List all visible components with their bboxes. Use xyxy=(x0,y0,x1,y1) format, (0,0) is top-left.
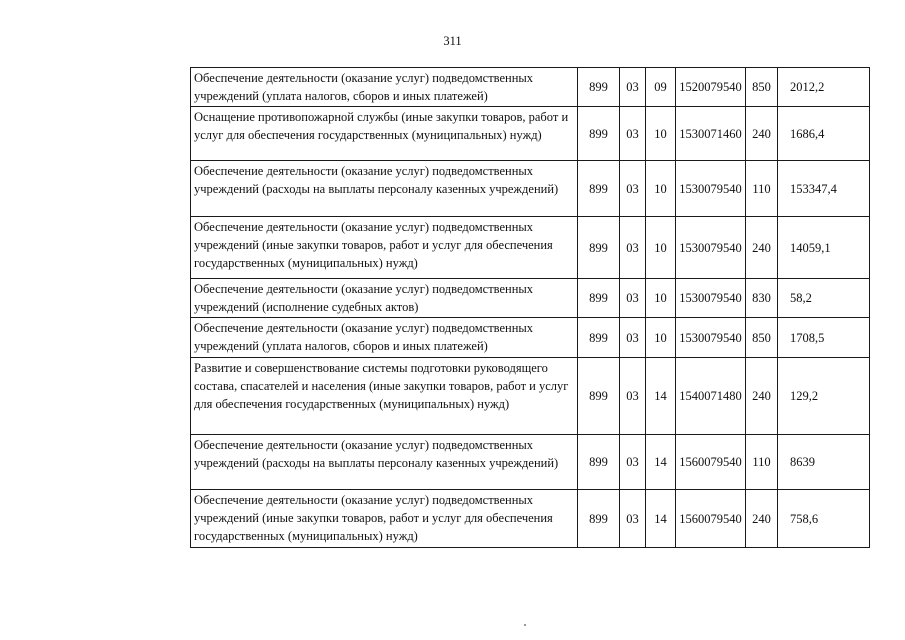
expense-name-cell: Оснащение противопожарной службы (иные закупки товаров, работ и услуг для обеспечения государственных (муниципальных) нужд) xyxy=(191,107,578,161)
table-row xyxy=(191,358,870,435)
target-article-cell: 1530079540 xyxy=(676,318,746,358)
amount-cell: 758,6 xyxy=(778,490,870,548)
amount-cell: 58,2 xyxy=(778,279,870,318)
expense-type-cell: 240 xyxy=(746,358,778,435)
amount-cell: 153347,4 xyxy=(778,161,870,217)
ministry-code-cell: 899 xyxy=(578,490,620,548)
expense-type-cell: 850 xyxy=(746,318,778,358)
table-row xyxy=(191,279,870,318)
table-row xyxy=(191,318,870,358)
section-code-cell: 03 xyxy=(620,358,646,435)
subsection-code-cell: 14 xyxy=(646,358,676,435)
section-code-cell: 03 xyxy=(620,161,646,217)
ministry-code-cell: 899 xyxy=(578,107,620,161)
budget-table xyxy=(190,67,870,548)
section-code-cell: 03 xyxy=(620,107,646,161)
expense-type-cell: 110 xyxy=(746,435,778,490)
expense-name-cell: Обеспечение деятельности (оказание услуг) подведомственных учреждений (уплата налогов, сборов и иных платежей) xyxy=(191,68,578,107)
expense-type-cell: 850 xyxy=(746,68,778,107)
expense-name-cell: Обеспечение деятельности (оказание услуг) подведомственных учреждений (расходы на выплаты персоналу казенных учреждений) xyxy=(191,161,578,217)
section-code-cell: 03 xyxy=(620,217,646,279)
expense-name-cell: Обеспечение деятельности (оказание услуг) подведомственных учреждений (уплата налогов, сборов и иных платежей) xyxy=(191,318,578,358)
expense-name-cell: Обеспечение деятельности (оказание услуг) подведомственных учреждений (исполнение судебных актов) xyxy=(191,279,578,318)
expense-type-cell: 240 xyxy=(746,217,778,279)
expense-type-cell: 240 xyxy=(746,490,778,548)
subsection-code-cell: 10 xyxy=(646,279,676,318)
target-article-cell: 1530079540 xyxy=(676,279,746,318)
amount-cell: 2012,2 xyxy=(778,68,870,107)
section-code-cell: 03 xyxy=(620,318,646,358)
ministry-code-cell: 899 xyxy=(578,358,620,435)
expense-name-cell: Развитие и совершенствование системы подготовки руководящего состава, спасателей и населения (иные закупки товаров, работ и услуг для обеспечения государственных (муниципальных) нужд) xyxy=(191,358,578,435)
expense-name-cell: Обеспечение деятельности (оказание услуг) подведомственных учреждений (расходы на выплаты персоналу казенных учреждений) xyxy=(191,435,578,490)
ministry-code-cell: 899 xyxy=(578,161,620,217)
expense-name-cell: Обеспечение деятельности (оказание услуг) подведомственных учреждений (иные закупки товаров, работ и услуг для обеспечения государственных (муниципальных) нужд) xyxy=(191,490,578,548)
amount-cell: 1686,4 xyxy=(778,107,870,161)
section-code-cell: 03 xyxy=(620,279,646,318)
ministry-code-cell: 899 xyxy=(578,435,620,490)
ministry-code-cell: 899 xyxy=(578,279,620,318)
target-article-cell: 1530071460 xyxy=(676,107,746,161)
expense-name-cell: Обеспечение деятельности (оказание услуг) подведомственных учреждений (иные закупки товаров, работ и услуг для обеспечения государственных (муниципальных) нужд) xyxy=(191,217,578,279)
ministry-code-cell: 899 xyxy=(578,217,620,279)
subsection-code-cell: 10 xyxy=(646,217,676,279)
amount-cell: 14059,1 xyxy=(778,217,870,279)
expense-type-cell: 240 xyxy=(746,107,778,161)
subsection-code-cell: 10 xyxy=(646,318,676,358)
subsection-code-cell: 10 xyxy=(646,161,676,217)
table-row xyxy=(191,490,870,548)
table-row xyxy=(191,161,870,217)
subsection-code-cell: 09 xyxy=(646,68,676,107)
target-article-cell: 1530079540 xyxy=(676,217,746,279)
table-row xyxy=(191,435,870,490)
scan-speck xyxy=(524,624,526,626)
subsection-code-cell: 14 xyxy=(646,490,676,548)
target-article-cell: 1560079540 xyxy=(676,435,746,490)
amount-cell: 1708,5 xyxy=(778,318,870,358)
amount-cell: 8639 xyxy=(778,435,870,490)
subsection-code-cell: 10 xyxy=(646,107,676,161)
table-row xyxy=(191,107,870,161)
target-article-cell: 1520079540 xyxy=(676,68,746,107)
ministry-code-cell: 899 xyxy=(578,68,620,107)
section-code-cell: 03 xyxy=(620,435,646,490)
page-number: 311 xyxy=(443,34,462,48)
target-article-cell: 1560079540 xyxy=(676,490,746,548)
expense-type-cell: 830 xyxy=(746,279,778,318)
section-code-cell: 03 xyxy=(620,68,646,107)
amount-cell: 129,2 xyxy=(778,358,870,435)
subsection-code-cell: 14 xyxy=(646,435,676,490)
target-article-cell: 1540071480 xyxy=(676,358,746,435)
table-row xyxy=(191,217,870,279)
table-row xyxy=(191,68,870,107)
expense-type-cell: 110 xyxy=(746,161,778,217)
target-article-cell: 1530079540 xyxy=(676,161,746,217)
section-code-cell: 03 xyxy=(620,490,646,548)
ministry-code-cell: 899 xyxy=(578,318,620,358)
